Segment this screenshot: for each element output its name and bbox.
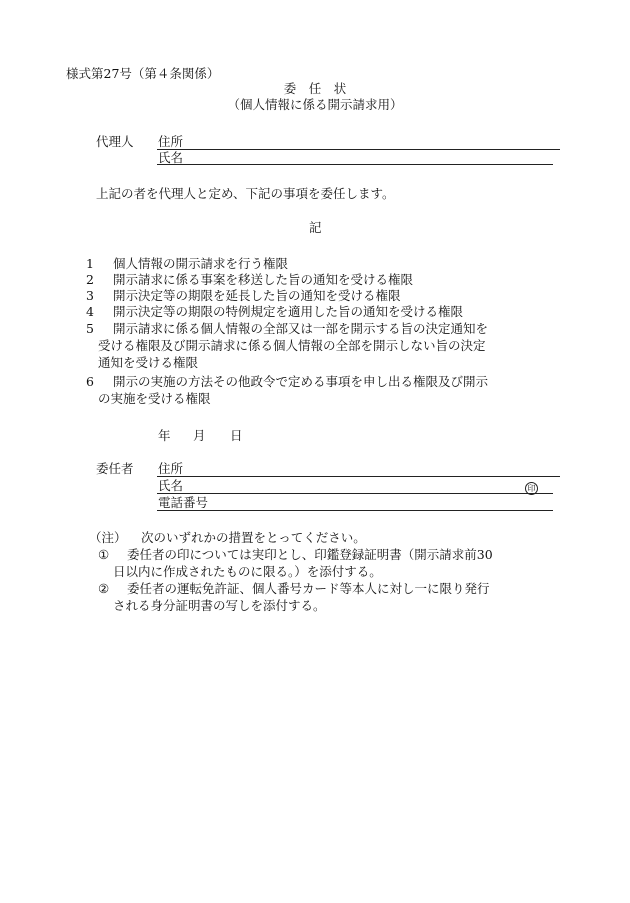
seal-icon: 印 xyxy=(525,482,538,495)
item-number: 3 xyxy=(86,288,94,303)
note-marker: ② xyxy=(98,581,110,596)
document-title: 委 任 状 xyxy=(283,81,347,96)
item-text-continued: の実施を受ける権限 xyxy=(98,391,211,406)
item-number: 4 xyxy=(86,304,94,319)
note-text-continued: される身分証明書の写しを添付する。 xyxy=(113,598,326,613)
agent-name-line[interactable] xyxy=(157,164,553,165)
ki-heading: 記 xyxy=(309,220,322,235)
item-number: 2 xyxy=(86,272,94,287)
item-number: 5 xyxy=(86,321,94,336)
principal-phone-label: 電話番号 xyxy=(158,495,209,510)
date-month: 月 xyxy=(193,428,206,443)
item-text: 開示決定等の期限を延長した旨の通知を受ける権限 xyxy=(113,288,401,303)
principal-label: 委任者 xyxy=(96,461,134,476)
item-number: 1 xyxy=(86,256,94,271)
item-text-continued: 受ける権限及び開示請求に係る個人情報の全部を開示しない旨の決定 xyxy=(98,338,486,353)
note-marker: ① xyxy=(98,547,110,562)
principal-name-label: 氏名 xyxy=(158,478,184,493)
delegation-statement: 上記の者を代理人と定め、下記の事項を委任します。 xyxy=(96,186,395,201)
principal-address-line[interactable] xyxy=(157,476,560,477)
note-text: 委任者の印については実印とし、印鑑登録証明書（開示請求前30 xyxy=(127,547,493,562)
item-text: 開示請求に係る事案を移送した旨の通知を受ける権限 xyxy=(113,272,414,287)
notes-intro: 次のいずれかの措置をとってください。 xyxy=(141,530,366,545)
date-day: 日 xyxy=(230,428,243,443)
item-number: 6 xyxy=(86,374,94,389)
principal-address-label: 住所 xyxy=(158,461,184,476)
item-text-continued: 通知を受ける権限 xyxy=(98,355,199,370)
date-year: 年 xyxy=(158,428,171,443)
agent-address-label: 住所 xyxy=(158,134,184,149)
document-subtitle: （個人情報に係る開示請求用） xyxy=(227,97,403,112)
agent-name-label: 氏名 xyxy=(158,150,184,165)
agent-label: 代理人 xyxy=(96,134,134,149)
principal-phone-line[interactable] xyxy=(157,510,553,511)
note-text: 委任者の運転免許証、個人番号カード等本人に対し一に限り発行 xyxy=(127,581,490,596)
item-text: 開示決定等の期限の特例規定を適用した旨の通知を受ける権限 xyxy=(113,304,464,319)
principal-name-line[interactable] xyxy=(157,493,553,494)
agent-address-line[interactable] xyxy=(157,149,560,150)
item-text: 開示の実施の方法その他政令で定める事項を申し出る権限及び開示 xyxy=(113,374,489,389)
item-text: 個人情報の開示請求を行う権限 xyxy=(113,256,289,271)
note-text-continued: 日以内に作成されたものに限る。）を添付する。 xyxy=(113,564,382,579)
notes-header: （注） xyxy=(89,530,127,545)
form-number: 様式第27号（第４条関係） xyxy=(66,66,220,81)
item-text: 開示請求に係る個人情報の全部又は一部を開示する旨の決定通知を xyxy=(113,321,489,336)
